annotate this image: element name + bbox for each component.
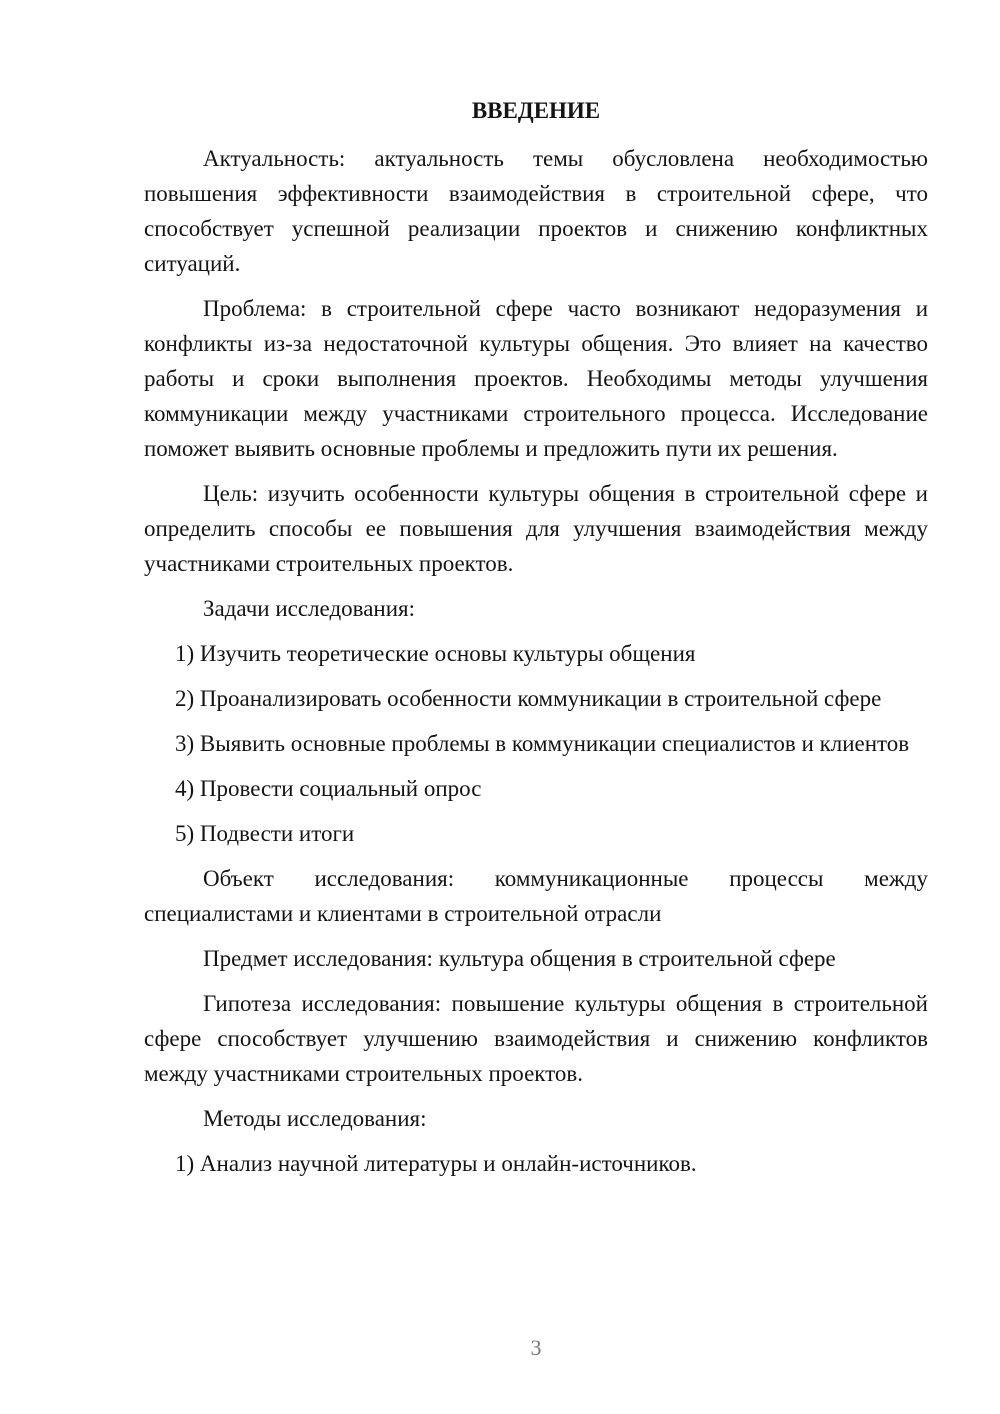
paragraph-methods-heading: Методы исследования: (203, 1106, 427, 1131)
list-item-task-2: 2) Проанализировать особенности коммуникации в строительной сфере (175, 686, 882, 711)
list-item-task-3: 3) Выявить основные проблемы в коммуникации специалистов и клиентов (175, 731, 910, 756)
list-item-task-5: 5) Подвести итоги (175, 821, 355, 846)
paragraph-subject: Предмет исследования: культура общения в строительной сфере (203, 946, 836, 971)
page-title: ВВЕДЕНИЕ (471, 98, 601, 123)
paragraph-hypothesis: Гипотеза исследования: повышение культуры общения в строительной сфере способствует улучшению взаимодействия и снижению конфликтов между участниками строительных проектов. (144, 991, 928, 1086)
list-item-task-1: 1) Изучить теоретические основы культуры общения (175, 641, 696, 666)
paragraph-relevance: Актуальность: актуальность темы обусловлена необходимостью повышения эффективности взаимодействия в строительной сфере, что способствует успешной реализации проектов и снижению конфликтных ситуаций. (144, 146, 928, 276)
document-body (144, 141, 928, 1191)
paragraph-object: Объект исследования: коммуникационные процессы между специалистами и клиентами в строительной отрасли (144, 866, 928, 926)
list-item-task-4: 4) Провести социальный опрос (175, 776, 482, 801)
paragraph-problem: Проблема: в строительной сфере часто возникают недоразумения и конфликты из-за недостаточной культуры общения. Это влияет на качество работы и сроки выполнения проектов. Необходимы методы улучшения коммуникации между участниками строительного процесса. Исследование поможет выявить основные проблемы и предложить пути их решения. (144, 296, 928, 461)
paragraph-goal: Цель: изучить особенности культуры общения в строительной сфере и определить способы ее повышения для улучшения взаимодействия между участниками строительных проектов. (144, 481, 928, 576)
paragraph-tasks-heading: Задачи исследования: (203, 596, 416, 621)
list-item-method-1: 1) Анализ научной литературы и онлайн-источников. (175, 1151, 697, 1176)
page-number: 3 (530, 1335, 542, 1360)
